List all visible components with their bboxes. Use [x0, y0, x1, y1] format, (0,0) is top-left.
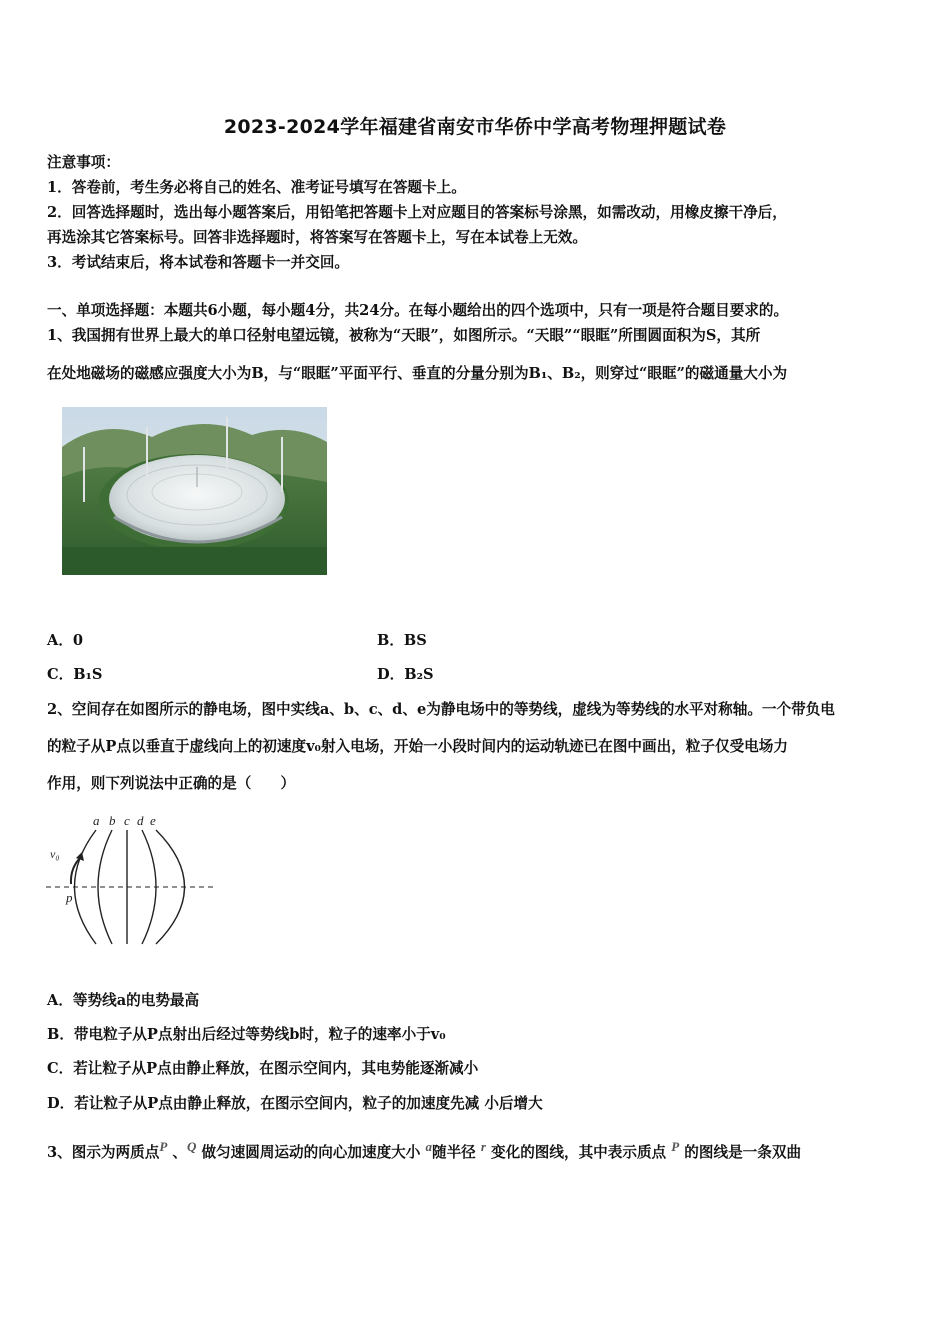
telescope-photo [62, 407, 327, 575]
q2-option-c: C．若让粒子从P点由静止释放，在图示空间内，其电势能逐渐减小 [47, 1060, 479, 1077]
q1-line-1: 1、我国拥有世界上最大的单口径射电望远镜，被称为“天眼”，如图所示。“天眼”“眼眶”所围圆面积为S，其所 [47, 327, 761, 344]
label-e: e [150, 813, 156, 828]
notice-item-1: 1．答卷前，考生务必将自己的姓名、准考证号填写在答题卡上。 [47, 179, 466, 196]
q2-line-3: 作用，则下列说法中正确的是（ ） [47, 775, 296, 792]
label-p: p [66, 890, 73, 905]
q2-option-b: B．带电粒子从P点射出后经过等势线b时，粒子的速率小于v₀ [47, 1026, 446, 1043]
q3-var-q: Q [186, 1139, 197, 1154]
q1-line-2: 在处地磁场的磁感应强度大小为B，与“眼眶”平面平行、垂直的分量分别为B₁、B₂，则穿过“眼眶”的磁通量大小为 [47, 365, 788, 382]
q2-line-1: 2、空间存在如图所示的静电场，图中实线a、b、c、d、e为静电场中的等势线，虚线为等势线的水平对称轴。一个带负电 [47, 701, 835, 718]
label-d: d [137, 813, 144, 828]
q1-option-c: C．B₁S [47, 666, 103, 683]
q3-text-1: 3、图示为两质点 [47, 1144, 160, 1161]
q3-text-2: 做匀速圆周运动的向心加速度大小 [201, 1144, 421, 1161]
notice-item-2b: 再选涂其它答案标号。回答非选择题时，将答案写在答题卡上，写在本试卷上无效。 [47, 229, 587, 246]
q2-line-2: 的粒子从P点以垂直于虚线向上的初速度v₀射入电场，开始一小段时间内的运动轨迹已在图中画出，粒子仅受电场力 [47, 738, 788, 755]
label-v0: v₀ [50, 847, 60, 861]
q3-text-4: 变化的图线，其中表示质点 [491, 1144, 667, 1161]
label-c: c [124, 813, 130, 828]
notice-heading: 注意事项： [47, 154, 120, 171]
notice-item-2a: 2．回答选择题时，选出每小题答案后，用铅笔把答题卡上对应题目的答案标号涂黑，如需改动，用橡皮擦干净后， [47, 204, 787, 221]
page-title: 2023-2024学年福建省南安市华侨中学高考物理押题试卷 [223, 116, 727, 138]
q1-option-b: B．BS [377, 632, 427, 649]
q3-sep: 、 [172, 1144, 187, 1161]
q3-line-1 [47, 1137, 801, 1163]
section-heading: 一、单项选择题：本题共6小题，每小题4分，共24分。在每小题给出的四个选项中，只有一项是符合题目要求的。 [47, 302, 789, 319]
q3-var-a: a [425, 1139, 432, 1154]
q3-var-p: P [159, 1139, 168, 1154]
equipotential-figure [38, 812, 228, 952]
q1-option-d: D．B₂S [377, 666, 434, 683]
q3-var-p2: P [671, 1139, 680, 1154]
q3-text-3: 随半径 [431, 1144, 476, 1161]
q2-option-a: A．等势线a的电势最高 [47, 992, 200, 1009]
label-b: b [109, 813, 116, 828]
q1-option-a: A．0 [47, 632, 84, 649]
q3-text-5: 的图线是一条双曲 [684, 1144, 802, 1161]
q3-var-r: r [480, 1139, 486, 1154]
notice-item-3: 3．考试结束后，将本试卷和答题卡一并交回。 [47, 254, 350, 271]
label-a: a [93, 813, 100, 828]
q2-option-d: D．若让粒子从P点由静止释放，在图示空间内，粒子的加速度先减 小后增大 [47, 1095, 543, 1112]
